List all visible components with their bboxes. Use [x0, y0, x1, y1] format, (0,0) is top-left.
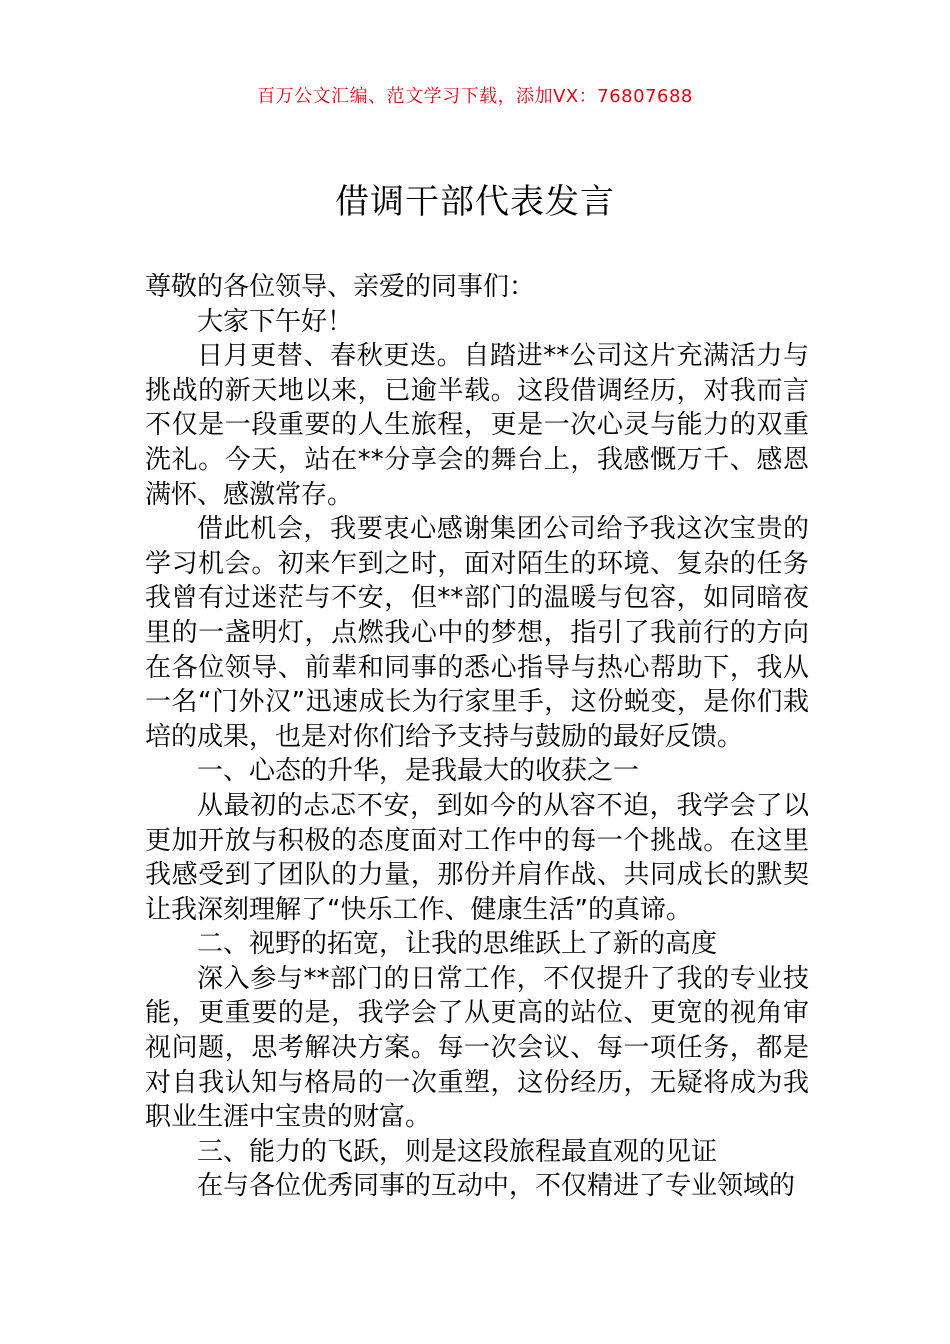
- body-paragraph: 日月更替、春秋更迭。自踏进**公司这片充满活力与挑战的新天地以来，已逾半载。这段借调经历，对我而言不仅是一段重要的人生旅程，更是一次心灵与能力的双重洗礼。今天，站在**分享会的舞台上，我感慨万千、感恩满怀、感激常存。: [145, 341, 809, 510]
- body-paragraph: 从最初的忐忑不安，到如今的从容不迫，我学会了以更加开放与积极的态度面对工作中的每一个挑战。在这里我感受到了团队的力量，那份并肩作战、共同成长的默契让我深刻理解了“快乐工作、健康生活”的真谛。: [145, 790, 809, 925]
- section-heading: 三、能力的飞跃，则是这段旅程最直观的见证: [197, 1136, 718, 1167]
- section-heading: 二、视野的拓宽，让我的思维跃上了新的高度: [197, 929, 718, 960]
- promo-header-note: 百万公文汇编、范文学习下载，添加VX：76807688: [257, 86, 693, 107]
- body-paragraph: 深入参与**部门的日常工作，不仅提升了我的专业技能，更重要的是，我学会了从更高的站位、更宽的视角审视问题，思考解决方案。每一次会议、每一项任务，都是对自我认知与格局的一次重塑，这份经历，无疑将成为我职业生涯中宝贵的财富。: [145, 963, 809, 1133]
- body-paragraph: 借此机会，我要衷心感谢集团公司给予我这次宝贵的学习机会。初来乍到之时，面对陌生的环境、复杂的任务我曾有过迷茫与不安，但**部门的温暖与包容，如同暗夜里的一盏明灯，点燃我心中的梦想，指引了我前行的方向在各位领导、前辈和同事的悉心指导与热心帮助下，我从一名“门外汉”迅速成长为行家里手，这份蜕变，是你们栽培的成果，也是对你们给予支持与鼓励的最好反馈。: [145, 514, 809, 752]
- salutation: 尊敬的各位领导、亲爱的同事们：: [145, 272, 536, 302]
- greeting-paragraph: 大家下午好！: [197, 306, 354, 337]
- document-body: [145, 270, 809, 1204]
- section-heading: 一、心态的升华，是我最大的收获之一: [197, 756, 640, 787]
- document-title: 借调干部代表发言: [335, 182, 615, 222]
- body-paragraph: 在与各位优秀同事的互动中，不仅精进了专业领域的: [197, 1171, 796, 1202]
